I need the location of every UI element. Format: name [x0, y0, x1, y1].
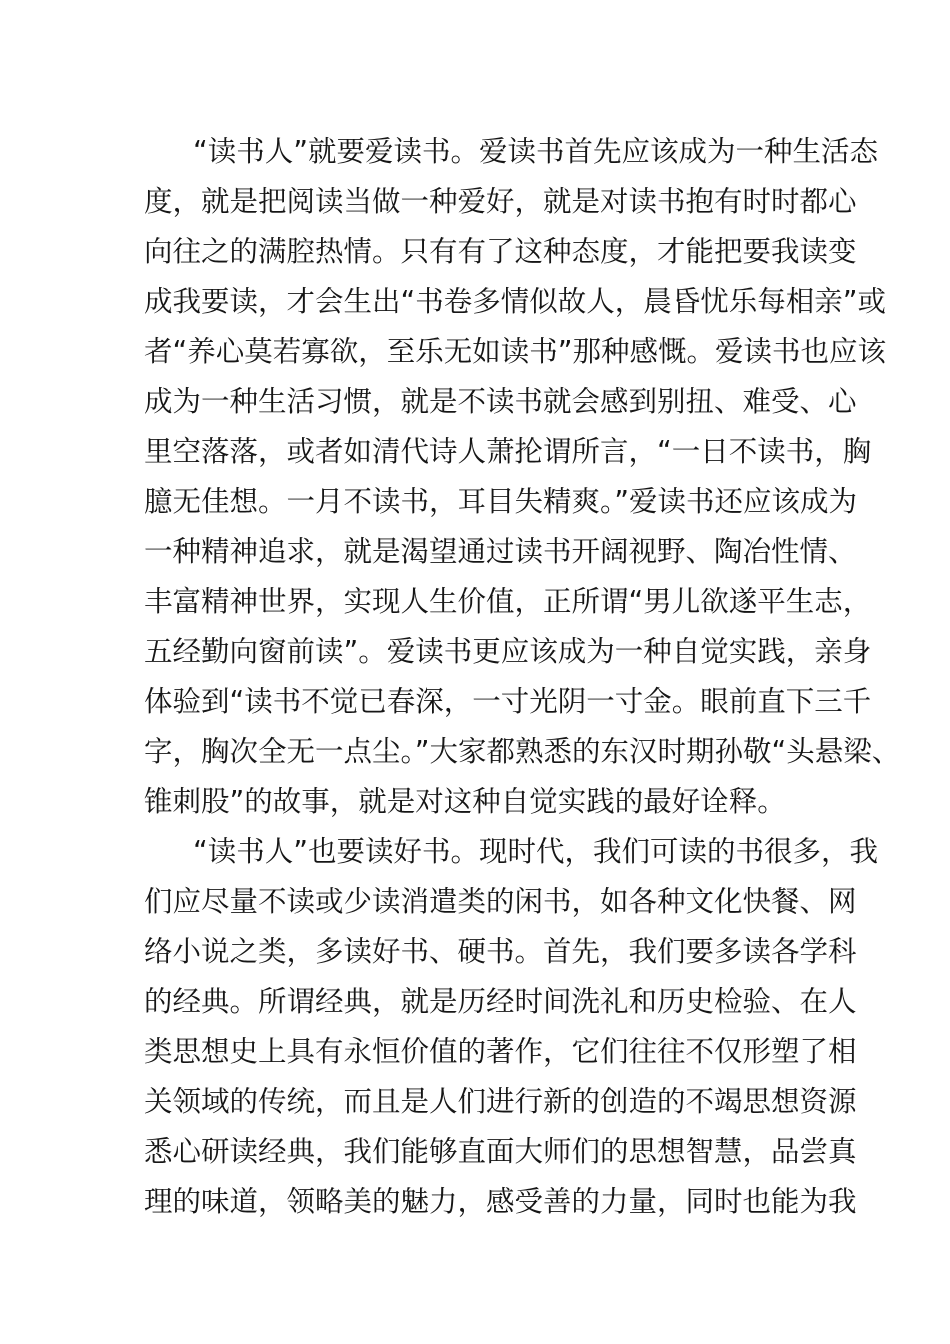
paragraph-2-line — [0, 932, 950, 972]
paragraph-2-line — [0, 882, 950, 922]
paragraph-1-line — [0, 132, 950, 172]
paragraph-1-line — [0, 632, 950, 672]
text-line: 向往之的满腔热情。只有有了这种态度，才能把要我读变 — [144, 235, 857, 268]
paragraph-1-line — [0, 382, 950, 422]
paragraph-1-line — [0, 582, 950, 622]
text-line: 关领域的传统，而且是人们进行新的创造的不竭思想资源 — [144, 1085, 857, 1118]
text-line: “读书人”也要读好书。现时代，我们可读的书很多，我 — [193, 835, 879, 868]
paragraph-1-line — [0, 332, 950, 372]
text-line: 臆无佳想。一月不读书，耳目失精爽。”爱读书还应该成为 — [144, 485, 858, 518]
paragraph-1-line — [0, 232, 950, 272]
text-line: 理的味道，领略美的魅力，感受善的力量，同时也能为我 — [144, 1185, 857, 1218]
paragraph-1-line — [0, 732, 950, 772]
text-line: 体验到“读书不觉已春深，一寸光阴一寸金。眼前直下三千 — [144, 685, 872, 718]
text-line: 成为一种生活习惯，就是不读书就会感到别扭、难受、心 — [144, 385, 857, 418]
paragraph-2-line — [0, 832, 950, 872]
text-line: 里空落落，或者如清代诗人萧抡谓所言，“一日不读书，胸 — [144, 435, 872, 468]
paragraph-1-line — [0, 682, 950, 722]
text-line: 锥刺股”的故事，就是对这种自觉实践的最好诠释。 — [144, 785, 786, 818]
paragraph-2-line — [0, 1082, 950, 1122]
paragraph-1-line — [0, 482, 950, 522]
paragraph-1-line — [0, 532, 950, 572]
text-line: “读书人”就要爱读书。爱读书首先应该成为一种生活态 — [193, 135, 879, 168]
paragraph-1-line — [0, 432, 950, 472]
paragraph-2-line — [0, 1132, 950, 1172]
paragraph-1-line — [0, 282, 950, 322]
text-line: 的经典。所谓经典，就是历经时间洗礼和历史检验、在人 — [144, 985, 857, 1018]
text-line: 类思想史上具有永恒价值的著作，它们往往不仅形塑了相 — [144, 1035, 857, 1068]
text-line: 字，胸次全无一点尘。”大家都熟悉的东汉时期孙敬“头悬梁、 — [144, 735, 901, 768]
text-line: 悉心研读经典，我们能够直面大师们的思想智慧，品尝真 — [144, 1135, 857, 1168]
text-line: 五经勤向窗前读”。爱读书更应该成为一种自觉实践，亲身 — [144, 635, 872, 668]
paragraph-2-line — [0, 982, 950, 1022]
paragraph-1-line — [0, 782, 950, 822]
paragraph-2-line — [0, 1182, 950, 1222]
text-line: 络小说之类，多读好书、硬书。首先，我们要多读各学科 — [144, 935, 857, 968]
text-line: 者“养心莫若寡欲，至乐无如读书”那种感慨。爱读书也应该 — [144, 335, 887, 368]
paragraph-2-line — [0, 1032, 950, 1072]
text-line: 一种精神追求，就是渴望通过读书开阔视野、陶冶性情、 — [144, 535, 857, 568]
text-line: 丰富精神世界，实现人生价值，正所谓“男儿欲遂平生志， — [144, 585, 872, 618]
text-line: 成我要读，才会生出“书卷多情似故人，晨昏忧乐每相亲”或 — [144, 285, 887, 318]
text-line: 们应尽量不读或少读消遣类的闲书，如各种文化快餐、网 — [144, 885, 857, 918]
paragraph-1-line — [0, 182, 950, 222]
text-line: 度，就是把阅读当做一种爱好，就是对读书抱有时时都心 — [144, 185, 857, 218]
